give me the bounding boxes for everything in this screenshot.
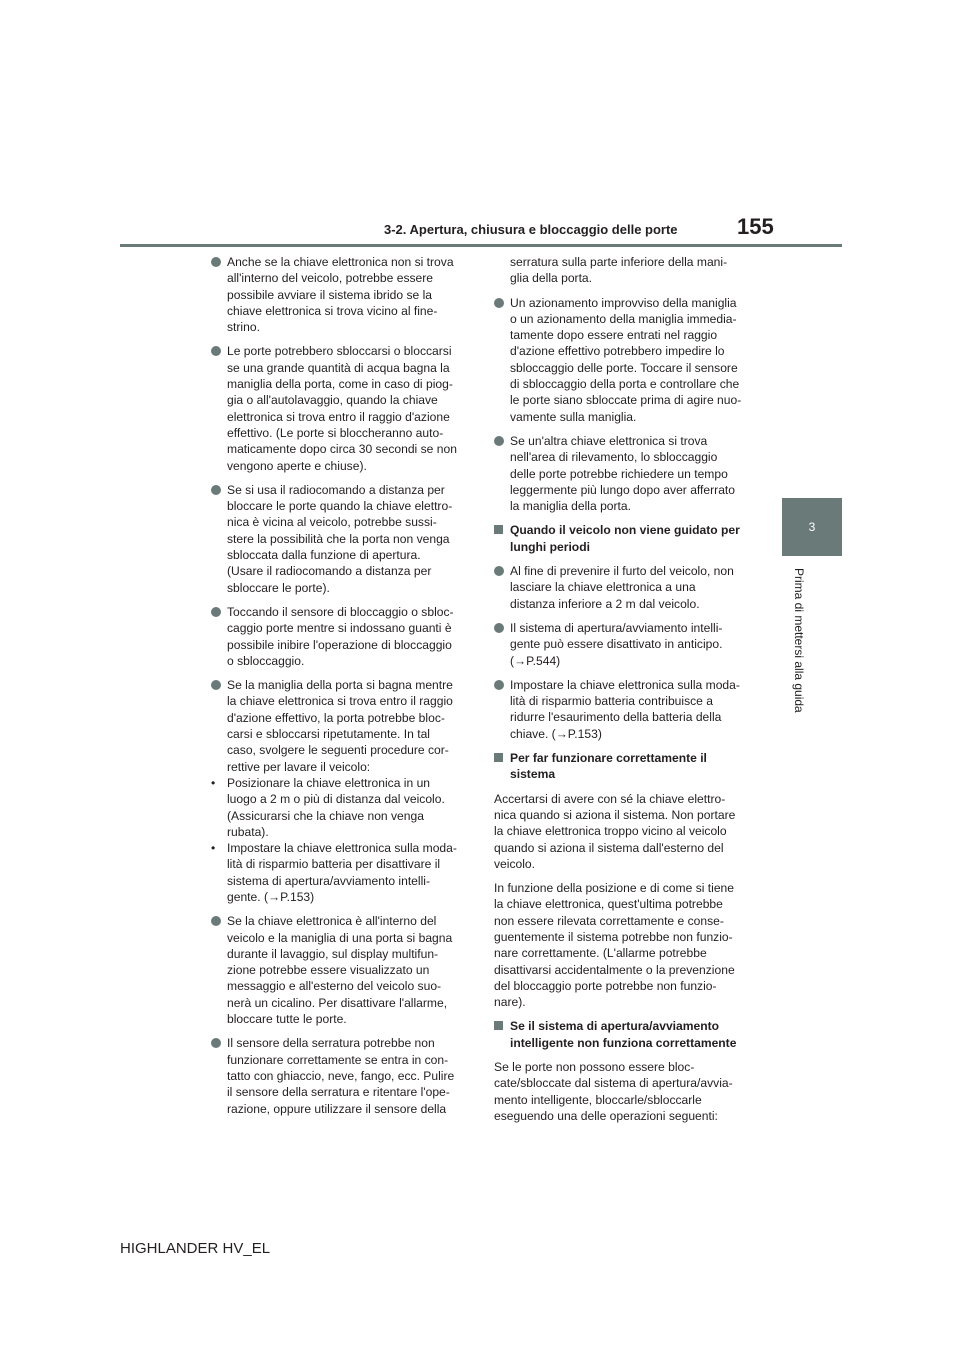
list-item-text: Se la chiave elettronica è all'interno del veicolo e la maniglia di una porta si bagna durante il lavaggio, sul display multifun- zione potrebbe essere visualizzato un messaggio e all'esterno del veicolo suo- nerà un cicalino. Per disattivare l'allarme, bloccare tutte le porte. (227, 914, 453, 1027)
chapter-side-label: Prima di mettersi alla guida (792, 568, 806, 713)
section-title: 3-2. Apertura, chiusura e bloccaggio delle porte (384, 222, 678, 237)
paragraph: Se le porte non possono essere bloc- cate/sbloccate dal sistema di apertura/avvia- mento intelligente, bloccarle/sbloccarle eseguendo una delle operazioni seguenti: (494, 1060, 733, 1123)
sub-bullet-mark: • (211, 775, 216, 790)
list-item (211, 677, 467, 775)
sub-list-item-text: Impostare la chiave elettronica sulla moda- lità di risparmio batteria per disattivare il sistema di apertura/avviamento intelli- gente. (→P.153) (227, 841, 457, 904)
subsection-heading (494, 522, 750, 555)
list-item (494, 433, 750, 514)
list-item (494, 677, 750, 742)
list-item-text: Se un'altra chiave elettronica si trova nell'area di rilevamento, lo sbloccaggio delle porte potrebbe richiedere un tempo leggermente più lungo dopo aver afferrato la maniglia della porta. (510, 433, 736, 514)
bullet-icon (211, 607, 221, 617)
bullet-icon (211, 680, 221, 690)
list-item (494, 620, 750, 669)
list-item-text: Il sistema di apertura/avviamento intelli- gente può essere disattivato in anticipo. (→P.544) (510, 620, 723, 668)
list-item-text: Un azionamento improvviso della maniglia o un azionamento della maniglia immedia- tamente dopo essere entrati nel raggio d'azione effettivo potrebbero impedire lo sbloccaggio delle porte. Toccare il sensore di sbloccaggio della porta e controllare che le porte siano sbloccate prima di agire nuo- vamente sulla maniglia. (510, 295, 742, 424)
square-bullet-icon (494, 1021, 503, 1030)
list-item (494, 295, 750, 425)
bullet-icon (211, 916, 221, 926)
list-item (211, 254, 467, 335)
list-item (211, 913, 467, 1027)
page-number: 155 (737, 214, 774, 239)
square-bullet-icon (494, 753, 503, 762)
subsection-heading-text: Per far funzionare correttamente il sistema (510, 751, 707, 782)
bullet-icon (494, 298, 504, 308)
chapter-number: 3 (808, 520, 816, 534)
subsection-heading-text: Quando il veicolo non viene guidato per lunghi periodi (510, 523, 740, 554)
chapter-tab (782, 498, 842, 556)
bullet-icon (211, 485, 221, 495)
subsection-heading (494, 1018, 750, 1051)
list-item-text: Al fine di prevenire il furto del veicolo, non lasciare la chiave elettronica a una distanza inferiore a 2 m dal veicolo. (510, 564, 734, 611)
left-column (211, 254, 467, 1125)
bullet-icon (494, 623, 504, 633)
list-item (211, 1035, 467, 1116)
bullet-icon (494, 566, 504, 576)
list-item-continuation: serratura sulla parte inferiore della mani- glia della porta. (510, 255, 728, 286)
list-item-text: Le porte potrebbero sbloccarsi o bloccarsi se una grande quantità di acqua bagna la maniglia della porta, come in caso di piog- gia o all'autolavaggio, quando la chiave elettronica si trova entro il raggio d'azione effettivo. (Le porte si bloccheranno auto- maticamente dopo circa 30 secondi se non vengono aperte e chiuse). (227, 344, 457, 473)
list-item (211, 604, 467, 669)
header-divider (120, 244, 842, 247)
paragraph: Accertarsi di avere con sé la chiave elettro- nica quando si aziona il sistema. Non portare la chiave elettronica troppo vicino al veicolo quando si aziona il sistema dall'esterno del veicolo. (494, 791, 736, 871)
list-item-text: Anche se la chiave elettronica non si trova all'interno del veicolo, potrebbe essere possibile avviare il sistema ibrido se la chiave elettronica si trova vicino al fine- strino. (227, 255, 454, 335)
bullet-icon (211, 257, 221, 267)
bullet-icon (211, 346, 221, 356)
list-item-text: Il sensore della serratura potrebbe non funzionare correttamente se entra in con- tatto con ghiaccio, neve, fango, ecc. Pulire il sensore della serratura e ritentare l'ope- razione, oppure utilizzare il sensore della (227, 1036, 455, 1116)
list-item (211, 343, 467, 473)
bullet-icon (494, 680, 504, 690)
paragraph: In funzione della posizione e di come si tiene la chiave elettronica, quest'ultima potrebbe non essere rilevata correttamente e conse- guentemente il sistema potrebbe non funzio- nare correttamente. (L'allarme potrebbe disattivarsi accidentalmente o la prevenzione del bloccaggio porte potrebbe non funzio- nare). (494, 881, 735, 1010)
square-bullet-icon (494, 525, 503, 534)
bullet-icon (494, 436, 504, 446)
subsection-heading (494, 750, 750, 783)
list-item-text: Se la maniglia della porta si bagna mentre la chiave elettronica si trova entro il raggio d'azione effettivo, la porta potrebbe bloc- carsi e sbloccarsi ripetutamente. In tal caso, svolgere le seguenti procedure cor- rettive per lavare il veicolo: (227, 678, 453, 774)
sub-list-item-text: Posizionare la chiave elettronica in un luogo a 2 m o più di distanza dal veicolo. (Assicurarsi che la chiave non venga rubata). (227, 775, 445, 839)
subsection-heading-text: Se il sistema di apertura/avviamento intelligente non funziona correttamente (510, 1019, 737, 1050)
footer-model-name: HIGHLANDER HV_EL (120, 1240, 271, 1257)
list-item-text: Toccando il sensore di bloccaggio o sbloc- caggio porte mentre si indossano guanti è possibile inibire l'operazione di bloccaggio o sbloccaggio. (227, 604, 454, 668)
right-column (494, 254, 750, 1132)
sub-list-item (211, 775, 467, 840)
sub-list-item (211, 840, 467, 905)
bullet-icon (211, 1038, 221, 1048)
list-item-text: Se si usa il radiocomando a distanza per bloccare le porte quando la chiave elettro- nica è vicina al veicolo, potrebbe sussi- stere la possibilità che la porta non venga sbloccata dalla funzione di apertura. (Usare il radiocomando a distanza per sbloccare le porte). (227, 482, 453, 595)
list-item-text: Impostare la chiave elettronica sulla moda- lità di risparmio batteria contribuisce a ridurre l'esaurimento della batteria della chiave. (→P.153) (510, 677, 740, 741)
list-item (494, 563, 750, 612)
list-item (211, 482, 467, 596)
sub-list (211, 775, 467, 905)
sub-bullet-mark: • (211, 841, 216, 856)
